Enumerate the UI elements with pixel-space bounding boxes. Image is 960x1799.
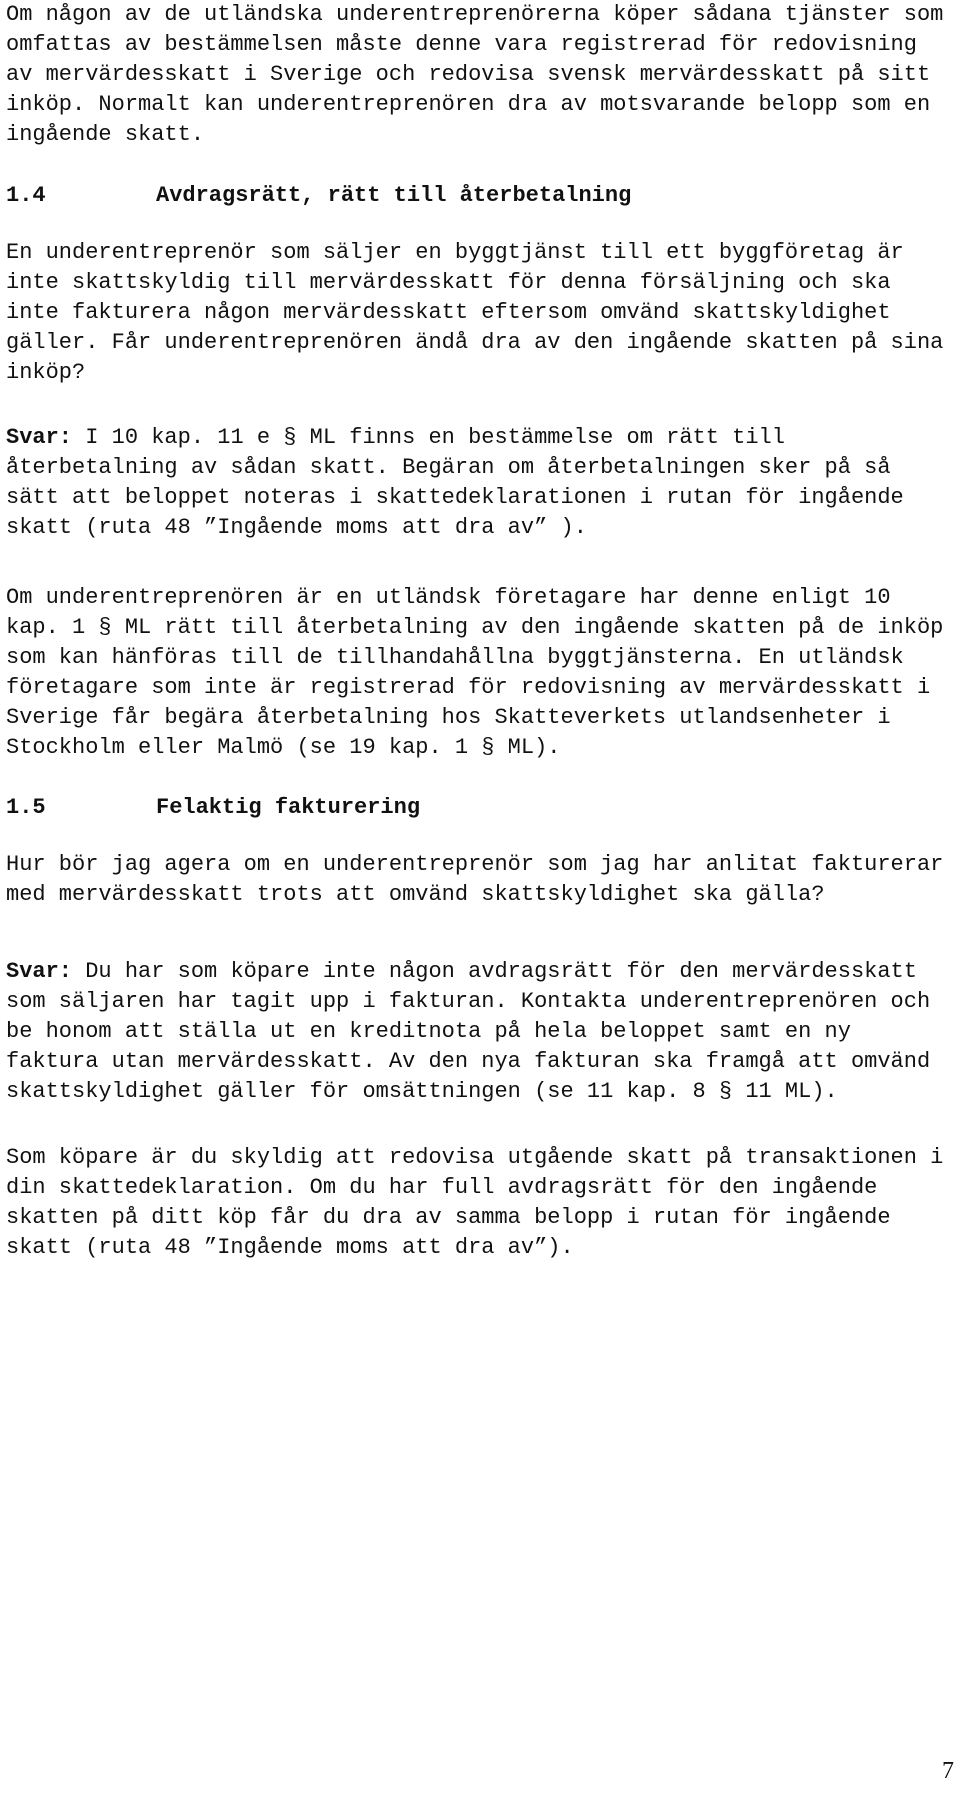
section-1-4-paragraph-2: Om underentreprenören är en utländsk företagare har denne enligt 10 kap. 1 § ML rätt till återbetalning av den ingående skatten på de inköp som kan hänföras till de tillhandahållna byggtjänsterna. En utländsk företagare som inte är registrerad för redovisning av mervärdesskatt i Sverige får begära återbetalning hos Skatteverkets utlandsenheter i Stockholm eller Malmö (se 19 kap. 1 § ML). <box>6 585 957 760</box>
section-title: Avdragsrätt, rätt till återbetalning <box>156 183 632 208</box>
section-1-4-heading <box>6 181 631 211</box>
section-1-5-answer <box>6 957 956 1107</box>
answer-text: I 10 kap. 11 e § ML finns en bestämmelse om rätt till återbetalning av sådan skatt. Begäran om återbetalningen sker på så sätt att beloppet noteras i skattedeklarationen i rutan för ingående skatt (ruta 48 ”Ingående moms att dra av” ). <box>6 425 917 540</box>
answer-label: Svar: <box>6 425 73 450</box>
section-title: Felaktig fakturering <box>156 795 421 820</box>
section-number: 1.4 <box>6 183 46 208</box>
answer-text: Du har som köpare inte någon avdragsrätt för den mervärdesskatt som säljaren har tagit upp i fakturan. Kontakta underentreprenören och be honom att ställa ut en kreditnota på hela beloppet samt en ny faktura utan mervärdesskatt. Av den nya fakturan ska framgå att omvänd skattskyldighet gäller för omsättningen (se 11 kap. 8 § 11 ML). <box>6 959 944 1104</box>
intro-paragraph: Om någon av de utländska underentreprenörerna köper sådana tjänster som omfattas av bestämmelsen måste denne vara registrerad för redovisning av mervärdesskatt i Sverige och redovisa svensk mervärdesskatt på sitt inköp. Normalt kan underentreprenören dra av motsvarande belopp som en ingående skatt. <box>6 2 957 147</box>
page-number: 7 <box>942 1758 954 1784</box>
section-1-5-paragraph-2: Som köpare är du skyldig att redovisa utgående skatt på transaktionen i din skattedeklaration. Om du har full avdragsrätt för den ingående skatten på ditt köp får du dra av samma belopp i rutan för ingående skatt (ruta 48 ”Ingående moms att dra av”). <box>6 1145 957 1260</box>
section-1-5-question: Hur bör jag agera om en underentreprenör som jag har anlitat fakturerar med mervärdesskatt trots att omvänd skattskyldighet ska gälla? <box>6 852 957 907</box>
answer-label: Svar: <box>6 959 73 984</box>
section-1-4-answer <box>6 423 956 543</box>
section-1-5-heading <box>6 793 420 823</box>
section-1-4-question: En underentreprenör som säljer en byggtjänst till ett byggföretag är inte skattskyldig till mervärdesskatt för denna försäljning och ska inte fakturera någon mervärdesskatt eftersom omvänd skattskyldighet gäller. Får underentreprenören ändå dra av den ingående skatten på sina inköp? <box>6 240 957 385</box>
section-number: 1.5 <box>6 795 46 820</box>
